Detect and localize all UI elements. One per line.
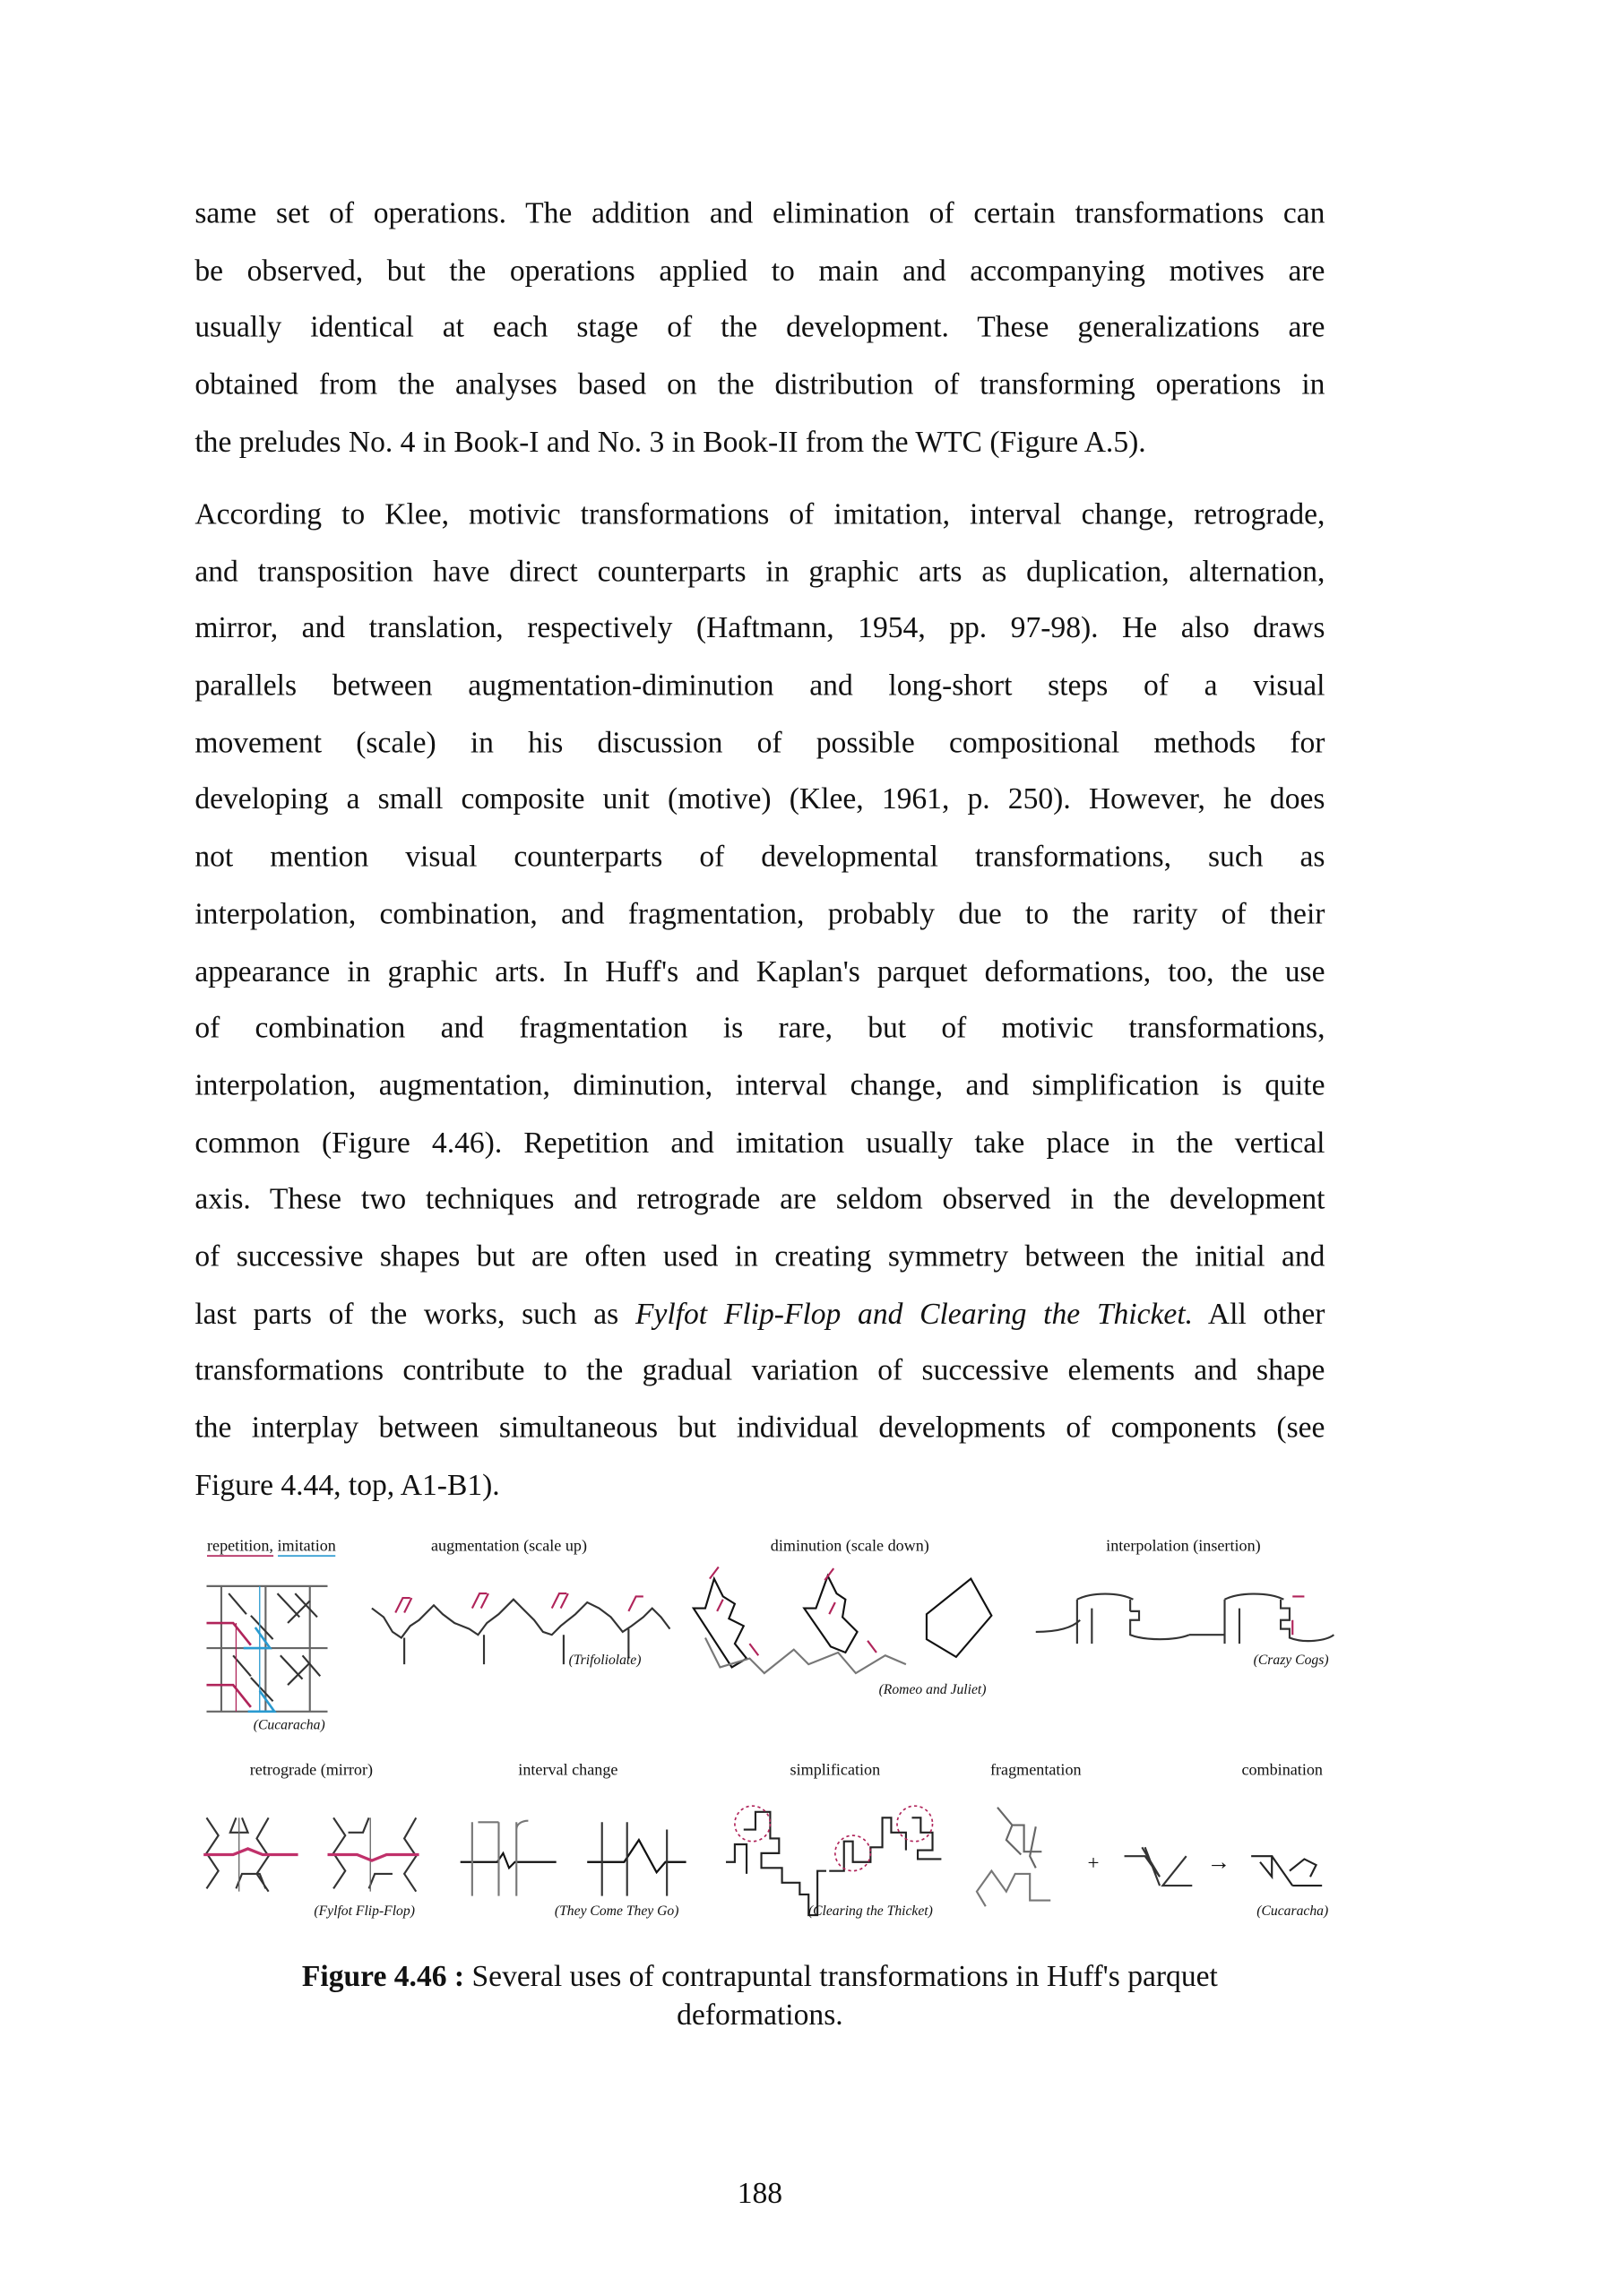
label-interpolation: interpolation (insertion) xyxy=(1106,1537,1261,1556)
label-combination: combination xyxy=(1241,1761,1323,1780)
text-line: interpolation, augmentation, diminution, interval change, and simplification is quite xyxy=(194,1069,1325,1102)
they-come-they-go-drawing xyxy=(461,1821,686,1896)
text-line: axis. These two techniques and retrograde are seldom observed in the development xyxy=(194,1183,1325,1217)
text-line: According to Klee, motivic transformations of imitation, interval change, retrograde, xyxy=(194,498,1325,531)
text-line: mirror, and translation, respectively (Haftmann, 1954, pp. 97-98). He also draws xyxy=(194,612,1325,646)
text-line: usually identical at each stage of the development. These generalizations are xyxy=(194,312,1325,345)
text-segment: Fylfot Flip-Flop and Clearing the Thicket. xyxy=(635,1298,1194,1331)
label-repetition-imitation: repetition, imitation xyxy=(206,1537,336,1556)
text-line: obtained from the analyses based on the distribution of transforming operations in xyxy=(194,368,1325,401)
text-line: appearance in graphic arts. In Huff's and Kaplan's parquet deformations, too, the use xyxy=(194,955,1325,988)
text-line: not mention visual counterparts of developmental transformations, such as xyxy=(194,841,1325,874)
text-line: same set of operations. The addition and elimination of certain transformations can xyxy=(194,197,1325,230)
source-cucaracha-2: (Cucaracha) xyxy=(1256,1904,1329,1920)
text-line: Figure 4.44, top, A1-B1). xyxy=(194,1469,500,1502)
label-retrograde: retrograde (mirror) xyxy=(249,1761,374,1780)
page-number: 188 xyxy=(737,2178,783,2211)
text-line: interpolation, combination, and fragmentation, probably due to the rarity of their xyxy=(194,898,1325,931)
figure-caption xyxy=(0,1958,1520,2035)
source-trifoliolate: (Trifoliolate) xyxy=(568,1653,642,1670)
text-line: the preludes No. 4 in Book-I and No. 3 in Book-II from the WTC (Figure A.5). xyxy=(194,426,1146,459)
text-line: transformations contribute to the gradual variation of successive elements and shape xyxy=(194,1354,1325,1388)
cucaracha-grid-drawing xyxy=(206,1586,327,1712)
source-cucaracha: (Cucaracha) xyxy=(253,1719,325,1734)
text-line: of successive shapes but are often used in creating symmetry between the initial and xyxy=(194,1240,1325,1273)
text-line: the interplay between simultaneous but individual developments of components (see xyxy=(194,1411,1325,1445)
label-fragmentation: fragmentation xyxy=(989,1761,1082,1780)
clearing-the-thicket-drawing xyxy=(726,1806,941,1915)
text-line: common (Figure 4.46). Repetition and imitation usually take place in the vertical xyxy=(194,1126,1325,1160)
label-interval-change: interval change xyxy=(518,1761,618,1780)
source-they-come: (They Come They Go) xyxy=(554,1904,679,1920)
fragmentation-drawing xyxy=(977,1808,1050,1906)
crazy-cogs-drawing xyxy=(1036,1594,1334,1644)
fylfot-flip-flop-drawing xyxy=(203,1817,419,1891)
romeo-juliet-drawing xyxy=(694,1567,992,1673)
source-crazy-cogs: (Crazy Cogs) xyxy=(1253,1653,1329,1670)
source-clearing: (Clearing the Thicket) xyxy=(807,1904,933,1920)
label-diminution: diminution (scale down) xyxy=(770,1537,929,1556)
text-line: parallels between augmentation-diminution and long-short steps of a visual xyxy=(194,669,1325,703)
arrow-symbol: → xyxy=(1206,1850,1231,1876)
label-augmentation: augmentation (scale up) xyxy=(431,1537,588,1556)
text-line: be observed, but the operations applied to main and accompanying motives are xyxy=(194,255,1325,288)
source-fylfot: (Fylfot Flip-Flop) xyxy=(314,1904,415,1920)
text-line: and transposition have direct counterparts in graphic arts as duplication, alternation, xyxy=(194,556,1325,589)
caption-text: Several uses of contrapuntal transformations in Huff's parquet xyxy=(464,1961,1218,1994)
text-line: developing a small composite unit (motive) (Klee, 1961, p. 250). However, he does xyxy=(194,783,1325,817)
text-line: movement (scale) in his discussion of possible compositional methods for xyxy=(194,727,1325,760)
label-simplification: simplification xyxy=(790,1761,881,1780)
text-line: of combination and fragmentation is rare, but of motivic transformations, xyxy=(194,1012,1325,1045)
text-segment: last parts of the works, such as xyxy=(194,1298,635,1331)
caption-label: Figure 4.46 : xyxy=(301,1961,465,1994)
source-romeo-juliet: (Romeo and Juliet) xyxy=(878,1683,987,1699)
caption-text-2: deformations. xyxy=(677,1998,843,2033)
text-segment: All other xyxy=(1193,1298,1325,1331)
plus-symbol: + xyxy=(1087,1852,1100,1876)
